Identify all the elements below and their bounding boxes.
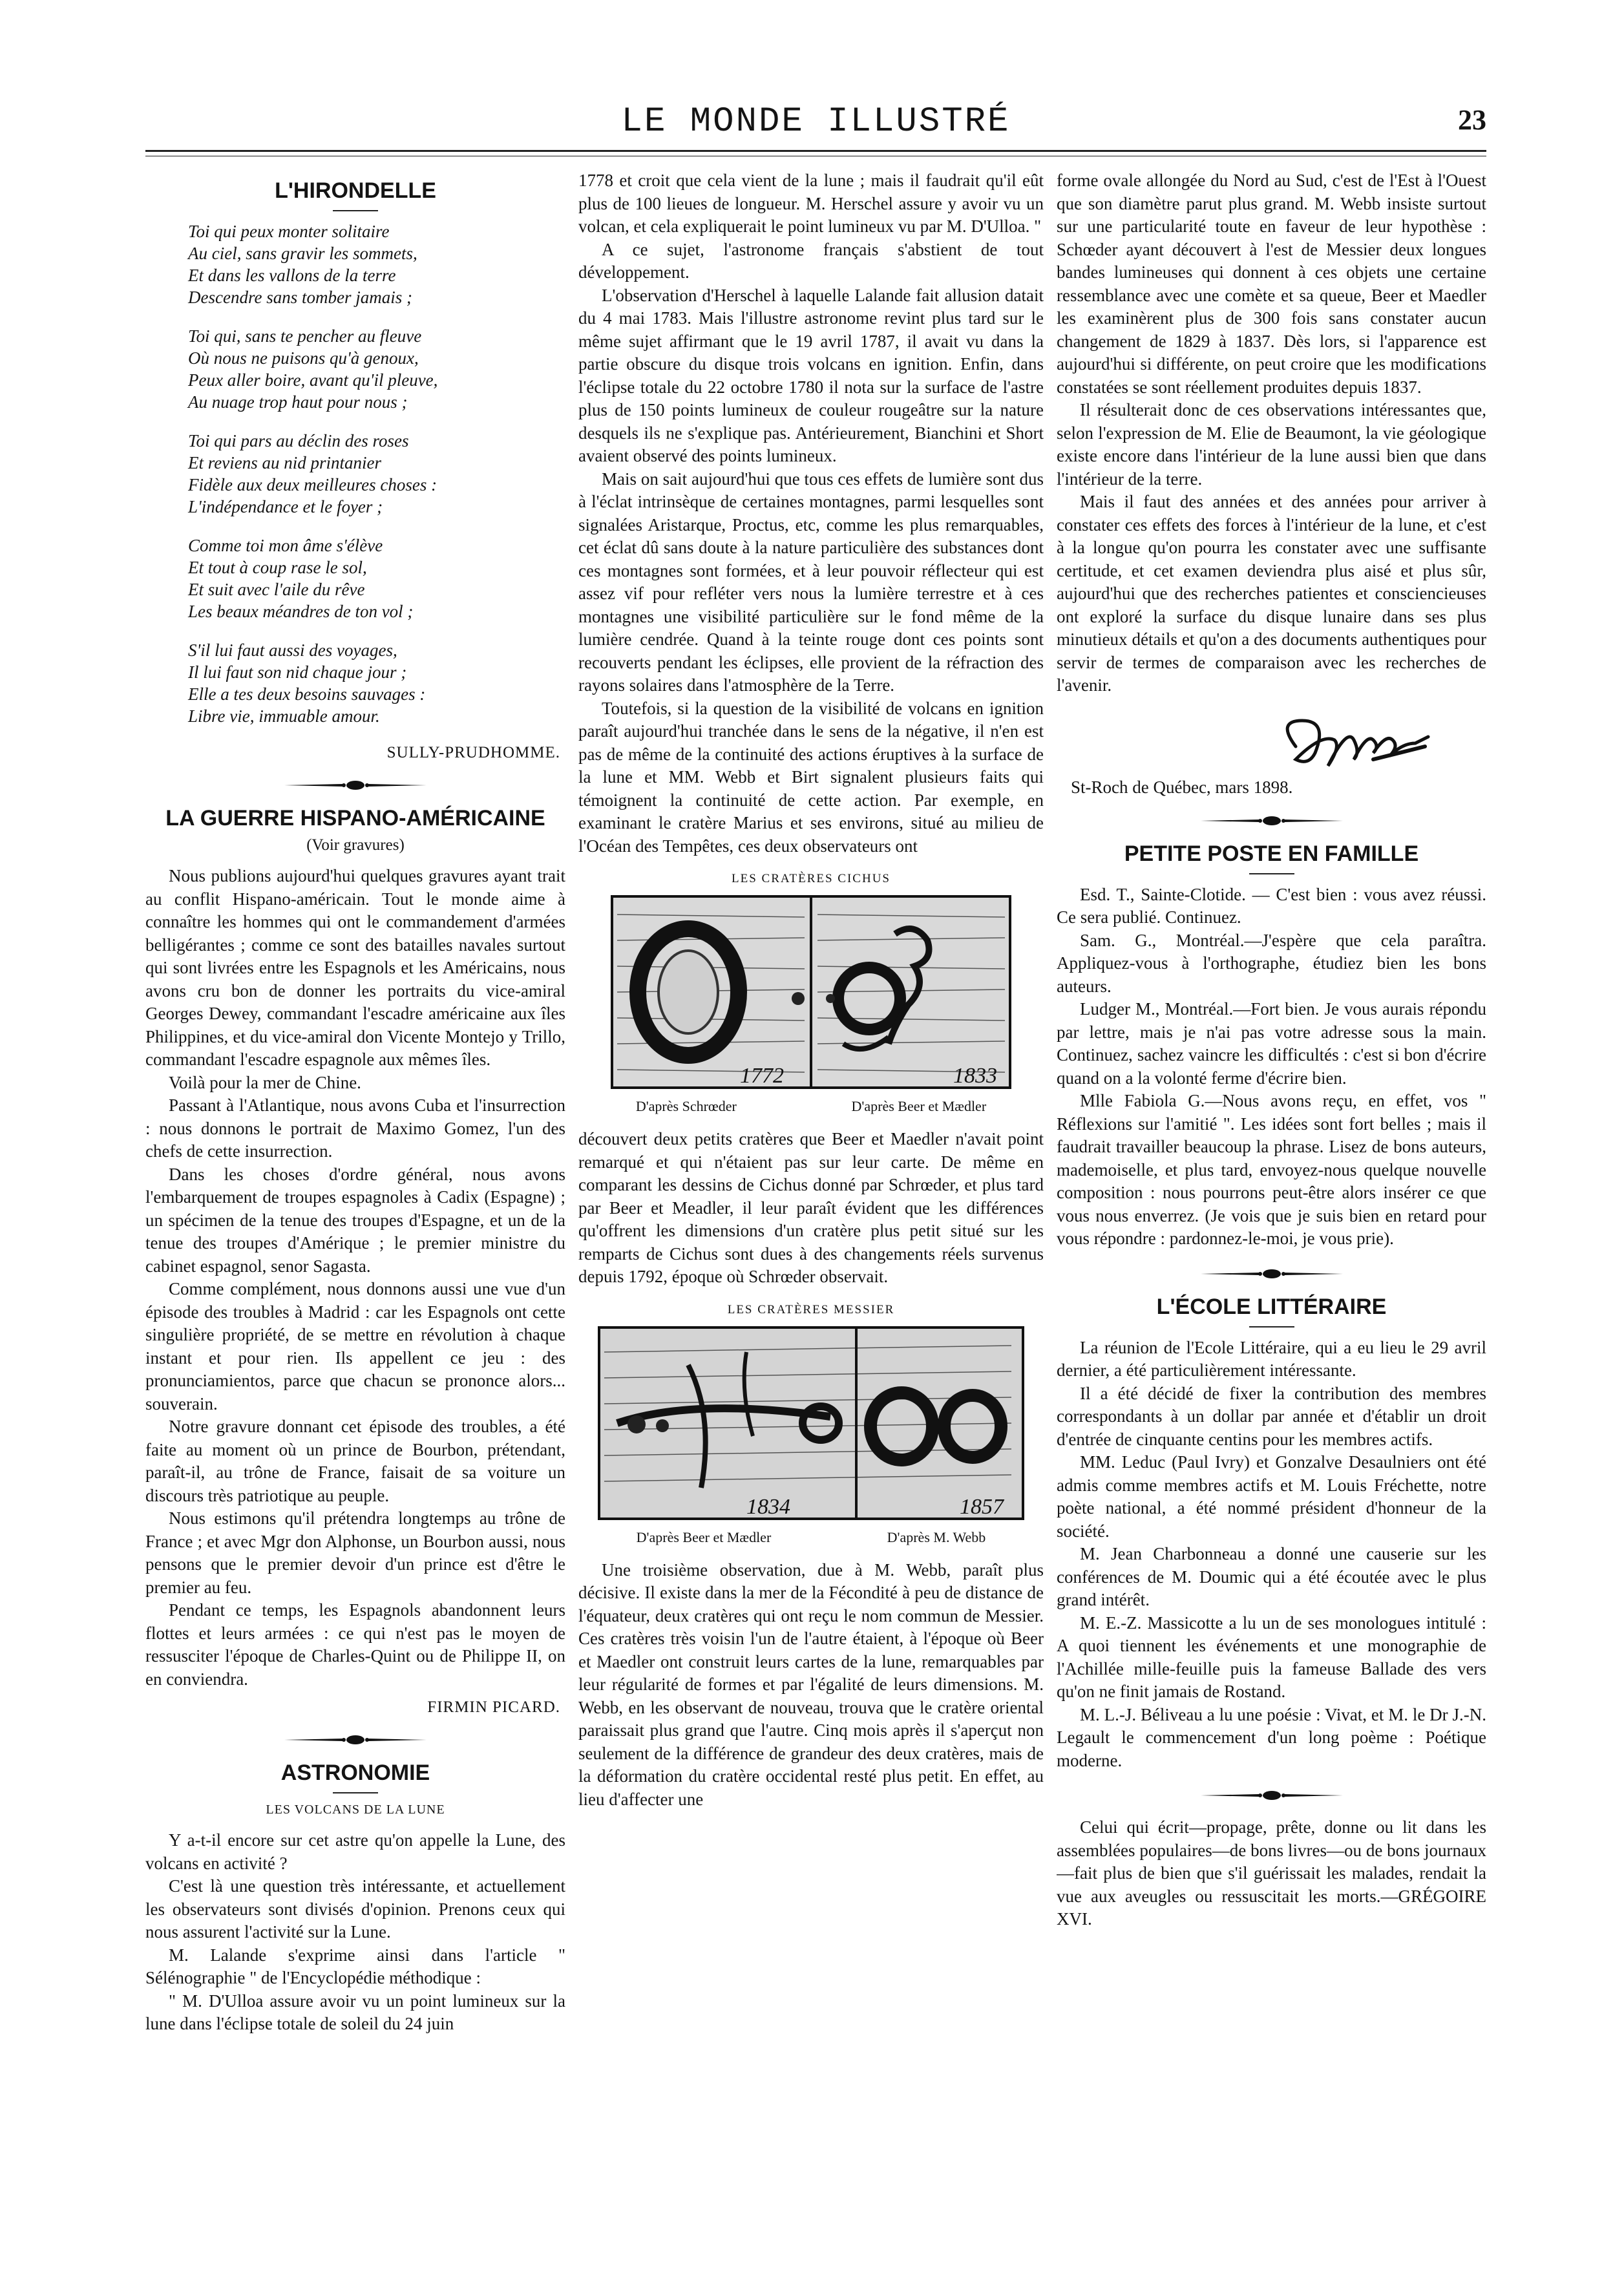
masthead-rule <box>145 150 1486 156</box>
poem-line: Et reviens au nid printanier <box>188 453 381 472</box>
poem-line: L'indépendance et le foyer ; <box>188 497 383 516</box>
ornament-divider <box>1194 1269 1349 1279</box>
poem-line: Toi qui, sans te pencher au fleuve <box>188 326 422 346</box>
poem-line: Toi qui peux monter solitaire <box>188 222 390 241</box>
paragraph: Pendant ce temps, les Espagnols abandonnent leurs flottes et leurs armées : ce qui n'est pas le moyen de ressusciter l'époque de Charles-Quint ou de Philippe II, on en conviendra. <box>145 1600 565 1689</box>
figure-title: LES CRATÈRES CICHUS <box>732 872 891 885</box>
poem-line: Les beaux méandres de ton vol ; <box>188 602 414 621</box>
ornament-divider <box>1194 1790 1349 1801</box>
paragraph: Celui qui écrit—propage, prête, donne ou lit dans les assemblées populaires—de bons livres—ou de bons journaux—fait plus de bien que s'il guérissait les malades, rendait la vue aux aveugles ou ressuscitait les morts.—GRÉGOIRE XVI. <box>1057 1817 1486 1929</box>
figure-crateres-messier <box>578 1303 1044 1546</box>
paragraph: M. E.-Z. Massicotte a lu un de ses monologues intitulé : A quoi tiennent les événements et une monographie de l'Achillée mille-feuille puis la fameuse Ballade des vers qu'on ne finit jamais de Rostand. <box>1057 1613 1486 1701</box>
petite-poste-title: PETITE POSTE EN FAMILLE <box>1124 841 1419 866</box>
poem-line: Toi qui pars au déclin des roses <box>188 431 409 450</box>
title-underline <box>333 210 378 211</box>
paragraph: Nous publions aujourd'hui quelques gravures ayant trait au conflit Hispano-américain. Tout le monde aime à connaître les hommes qui ont le commandement d'armées belligérantes ; comme ce sont des batailles navales surtout qui sont livrées entre les Espagnols et les Américains, nous avons cru bon de donner les portraits du vice-amiral Georges Dewey, commandant l'escadre américaine aux îles Philippines, et du vice-amiral don Vicente Montejo y Trillo, commandant l'escadre espagnole aux mêmes îles. <box>145 866 565 1069</box>
title-underline <box>1249 873 1294 874</box>
poem-stanza <box>188 534 565 622</box>
astronomie-title: ASTRONOMIE <box>280 1761 430 1785</box>
paragraph: Passant à l'Atlantique, nous avons Cuba et l'insurrection : nous donnons le portrait de Maximo Gomez, l'un des chefs de cette insurrection. <box>145 1095 565 1161</box>
paragraph: C'est là une question très intéressante, et actuellement les observateurs sont divisés d'opinion. Prenons ceux qui nous assurent l'activité sur la Lune. <box>145 1876 565 1941</box>
paragraph: Ludger M., Montréal.—Fort bien. Je vous aurais répondu par lettre, mais je n'ai pas votre adresse sous la main. Continuez, sachez vaincre les difficultés : c'est si bon d'écrire quand on a la volonté ferme d'écrire bien. <box>1057 999 1486 1088</box>
poem-line: Il lui faut son nid chaque jour ; <box>188 662 407 682</box>
paragraph: Notre gravure donnant cet épisode des troubles, a été faite au moment où un prince de Bourbon, prétendant, paraît-il, au trône de France, faisait de sa voiture un discours très patriotique au peuple. <box>145 1417 565 1505</box>
figure-date: 1772 <box>740 1064 784 1088</box>
poem-stanza <box>188 325 565 413</box>
poem-author: SULLY-PRUDHOMME. <box>386 744 560 761</box>
masthead <box>145 97 1486 149</box>
paragraph: M. L.-J. Béliveau a lu une poésie : Vivat, et M. le Dr J.-N. Legault le commencement d'un long poème : Poétique moderne. <box>1057 1704 1486 1770</box>
paragraph: Comme complément, nous donnons aussi une vue d'un épisode des troubles à Madrid : car les Espagnols ont cette singulière propriété, de se mettre en révolution à chaque instant et pour rien. Ils appellent ce jeu : des pronunciamientos, parce que chacun se prononce alors... souverain. <box>145 1279 565 1413</box>
guerre-subtitle: (Voir gravures) <box>306 836 405 854</box>
hirondelle-poem <box>188 220 565 727</box>
page-number: 23 <box>1458 104 1486 136</box>
paragraph: Mais il faut des années et des années pour arriver à constater ces effets des forces à l'intérieur de la lune, et c'est à la longue qu'on pourra les constater avec une suffisante certitude, et cet examen deviendra plus aisé et plus sûr, aujourd'hui que des recherches patientes et consciencieuses ont exploré la surface du disque lunaire dans ses plus minutieux détails et qu'on a des documents authentiques pour servir de termes de comparaison avec les recherches de l'avenir. <box>1057 492 1486 695</box>
paragraph: Y a-t-il encore sur cet astre qu'on appelle la Lune, des volcans en activité ? <box>145 1830 565 1873</box>
paragraph: " M. D'Ulloa assure avoir vu un point lumineux sur la lune dans l'éclipse totale de soleil du 24 juin <box>145 1991 565 2033</box>
poem-line: S'il lui faut aussi des voyages, <box>188 640 397 660</box>
paragraph: La réunion de l'Ecole Littéraire, qui a eu lieu le 29 avril dernier, a été particulièrement intéressante. <box>1057 1337 1486 1380</box>
figure-caption: D'après Beer et Mædler <box>636 1528 772 1545</box>
figure-caption: D'après M. Webb <box>887 1528 986 1545</box>
paragraph: L'observation d'Herschel à laquelle Lalande fait allusion datait du 4 mai 1783. Mais l'illustre astronome revint plus tard sur le même sujet affirmant que le 19 avril 1787, il avait vu dans la partie obscure du disque trois volcans en ignition. Enfin, dans l'éclipse totale du 22 octobre 1780 il nota sur la surface de l'astre plus de 150 points lumineux de couleur rougeâtre sur la nature desquels ils ne s'explique pas. Antérieurement, Bianchini et Short avaient observé des points lumineux. <box>578 285 1044 465</box>
guerre-author: FIRMIN PICARD. <box>427 1698 560 1716</box>
paragraph: découvert deux petits cratères que Beer et Maedler n'avait point remarqué et qui n'étaient pas sur leur carte. De même en comparant les dessins de Cichus donné par Schrœder, et plus tard par Beer et Meadler, il leur paraît évident que les différences qu'offrent les dimensions d'un cratère plus petit situé sur les remparts de Cichus sont dues à des changements réels survenus depuis 1792, époque où Schrœder observait. <box>578 1129 1044 1286</box>
poem-line: Et suit avec l'aile du rêve <box>188 580 365 599</box>
paragraph: Il résulterait donc de ces observations intéressantes que, selon l'expression de M. Elie de Beaumont, la vie géologique existe encore dans l'intérieur de la lune aussi bien que dans l'intérieur de la terre. <box>1057 400 1486 489</box>
hirondelle-title: L'HIRONDELLE <box>275 178 436 203</box>
paragraph: M. Jean Charbonneau a donné une causerie sur les conférences de M. Doumic qui a été écoutée avec le plus grand intérêt. <box>1057 1544 1486 1609</box>
figure-title: LES CRATÈRES MESSIER <box>727 1302 895 1317</box>
paragraph: Mais on sait aujourd'hui que tous ces effets de lumière sont dus à l'éclat intrinsèque de certaines montagnes, parmi lesquelles sont signalées Aristarque, Proctus, etc, comme les plus remarquables, cet éclat dû sans doute à la nature particulière des substances dont ces montagnes sont formées, et à leur pouvoir réflecteur qui est assez vif pour refléter vers nous la lumière terrestre et à ces montagnes une visibilité particulière sur le fond même de la lumière cendrée. Quand à la teinte rouge dont ces points sont recouverts pendant les éclipses, elle provient de la réfraction des rayons solaires dans l'atmosphère de la Terre. <box>578 469 1044 695</box>
astronomie-subtitle: LES VOLCANS DE LA LUNE <box>266 1803 445 1817</box>
paragraph: Dans les choses d'ordre général, nous avons l'embarquement de troupes espagnoles à Cadix (Espagne) ; un spécimen de la tenue des troupes d'Espagne, et un de la tenue des troupes d'Amérique ; le premier ministre du cabinet espagnol, senor Sagasta. <box>145 1164 565 1276</box>
paragraph: forme ovale allongée du Nord au Sud, c'est de l'Est à l'Ouest que son diamètre parut plus grand. M. Webb insiste surtout sur une particularité toute en faveur de leur hypothèse : Schœder ayant découvert à l'est de Messier deux longues bandes lumineuses qui donnent à ces objets une certaine ressemblance avec une comète et sa queue, Beer et Maedler les examinèrent plus de 300 fois sans constater aucun changement de 1829 à 1837. Dès lors, si l'apparence est aujourd'hui si différente, on peut croire que les modifications constatées se sont réellement produites depuis 1837. <box>1057 171 1486 397</box>
title-underline <box>333 1792 378 1793</box>
paragraph: Nous estimons qu'il prétendra longtemps au trône de France ; et avec Mgr don Alphonse, un Bourbon aussi, nous pensons que le premier devoir d'un prince est d'être le premier au feu. <box>145 1508 565 1597</box>
figure-date: 1834 <box>746 1494 790 1519</box>
poem-line: Libre vie, immuable amour. <box>188 706 380 726</box>
paragraph: 1778 et croit que cela vient de la lune ; mais il faudrait qu'il eût plus de 100 lieues de longueur. M. Herschel assure y avoir vu un volcan, et cela expliquerait le point lumineux vu par M. D'Ulloa. " <box>578 171 1044 236</box>
title-underline <box>1249 1326 1294 1327</box>
ornament-divider <box>278 780 433 790</box>
guerre-title: LA GUERRE HISPANO-AMÉRICAINE <box>165 806 545 830</box>
figure-caption: D'après Schrœder <box>635 1098 737 1114</box>
column-1 <box>145 169 565 2170</box>
figure-caption: D'après Beer et Mædler <box>851 1098 987 1114</box>
column-2 <box>578 169 1044 2170</box>
paragraph: Toutefois, si la question de la visibilité de volcans en ignition paraît aujourd'hui tranchée dans le sens de la négative, il n'en est pas de même de la continuité des actions éruptives à la surface de la lune et MM. Webb et Birt signalent plusieurs faits qui témoignent la continuité de cette action. Par exemple, en examinant le cratère Marius et ses environs, situé au milieu de l'Océan des Tempêtes, ces deux observateurs ont <box>578 698 1044 856</box>
poem-line: Au nuage trop haut pour nous ; <box>188 392 408 412</box>
poem-stanza <box>188 430 565 518</box>
paragraph: Mlle Fabiola G.—Nous avons reçu, en effet, vos " Réflexions sur l'amitié ". Les idées sont fort belles ; mais il faudrait travailler beaucoup la phrase. Lisez de bons auteurs, mademoiselle, et plus tard, envoyez-nous quelque nouvelle composition : nous pourrons peut-être alors insérer ce que vous nous enverrez. (Je vois que je suis bien en retard pour vous répondre : pardonnez-le-moi, je vous prie). <box>1057 1091 1486 1248</box>
poem-line: Et tout à coup rase le sol, <box>188 558 367 577</box>
figure-date: 1833 <box>953 1064 997 1088</box>
poem-line: Au ciel, sans gravir les sommets, <box>188 244 417 263</box>
poem-stanza <box>188 220 565 308</box>
column-3 <box>1057 169 1486 2170</box>
paragraph: M. Lalande s'exprime ainsi dans l'article " Sélénographie " de l'Encyclopédie méthodique : <box>145 1945 565 1987</box>
poem-line: Elle a tes deux besoins sauvages : <box>188 684 426 704</box>
crater-engraving <box>611 895 1011 1089</box>
paragraph: Il a été décidé de fixer la contribution des membres correspondants à un dollar par année et d'établir un droit d'entrée de cinquante centins pour les membres actifs. <box>1057 1383 1486 1449</box>
paragraph: Une troisième observation, due à M. Webb, paraît plus décisive. Il existe dans la mer de la Fécondité à peu de distance de l'équateur, deux cratères qui ont reçu le nom commun de Messier. Ces cratères très voisin l'un de l'autre étaient, à l'époque où Beer et Maedler ont construit leurs cartes de la lune, remarquables par leur régularité de formes et par l'égalité de leurs dimensions. M. Webb, en les observant de nouveau, trouva que le cratère oriental paraissait plus grand que l'autre. Cinq mois après il s'aperçut non seulement de la différence de grandeur des deux cratères, mais de la déformation du cratère occidental resté plus petit. En effet, au lieu d'affecter une <box>578 1560 1044 1809</box>
paragraph: Voilà pour la mer de Chine. <box>169 1072 361 1092</box>
poem-line: Descendre sans tomber jamais ; <box>188 288 412 307</box>
poem-line: Comme toi mon âme s'élève <box>188 536 383 555</box>
paragraph: Esd. T., Sainte-Clotide. — C'est bien : vous avez réussi. Ce sera publié. Continuez. <box>1057 884 1486 927</box>
poem-line: Où nous ne puisons qu'à genoux, <box>188 348 419 368</box>
figure-date: 1857 <box>960 1494 1004 1519</box>
poem-line: Fidèle aux deux meilleures choses : <box>188 475 438 494</box>
handwritten-signature <box>1270 714 1438 772</box>
paragraph: Sam. G., Montréal.—J'espère que cela paraîtra. Appliquez-vous à l'orthographe, étudiez bien les bons auteurs. <box>1057 930 1486 996</box>
ornament-divider <box>1194 816 1349 826</box>
crater-engraving <box>598 1326 1024 1520</box>
paragraph: MM. Leduc (Paul Ivry) et Gonzalve Desaulniers ont été admis comme membres actifs et M. Louis Fréchette, notre poète national, a été nommé président d'honneur de la société. <box>1057 1452 1486 1541</box>
ornament-divider <box>278 1735 433 1745</box>
ecole-title: L'ÉCOLE LITTÉRAIRE <box>1156 1294 1387 1319</box>
paragraph: A ce sujet, l'astronome français s'abstient de tout développement. <box>578 239 1044 282</box>
poem-line: Et dans les vallons de la terre <box>188 266 396 285</box>
poem-stanza <box>188 639 565 727</box>
newspaper-title: LE MONDE ILLUSTRÉ <box>621 102 1011 142</box>
figure-crateres-cichus <box>578 872 1044 1115</box>
poem-line: Peux aller boire, avant qu'il pleuve, <box>188 370 438 390</box>
dateline: St-Roch de Québec, mars 1898. <box>1071 777 1293 797</box>
